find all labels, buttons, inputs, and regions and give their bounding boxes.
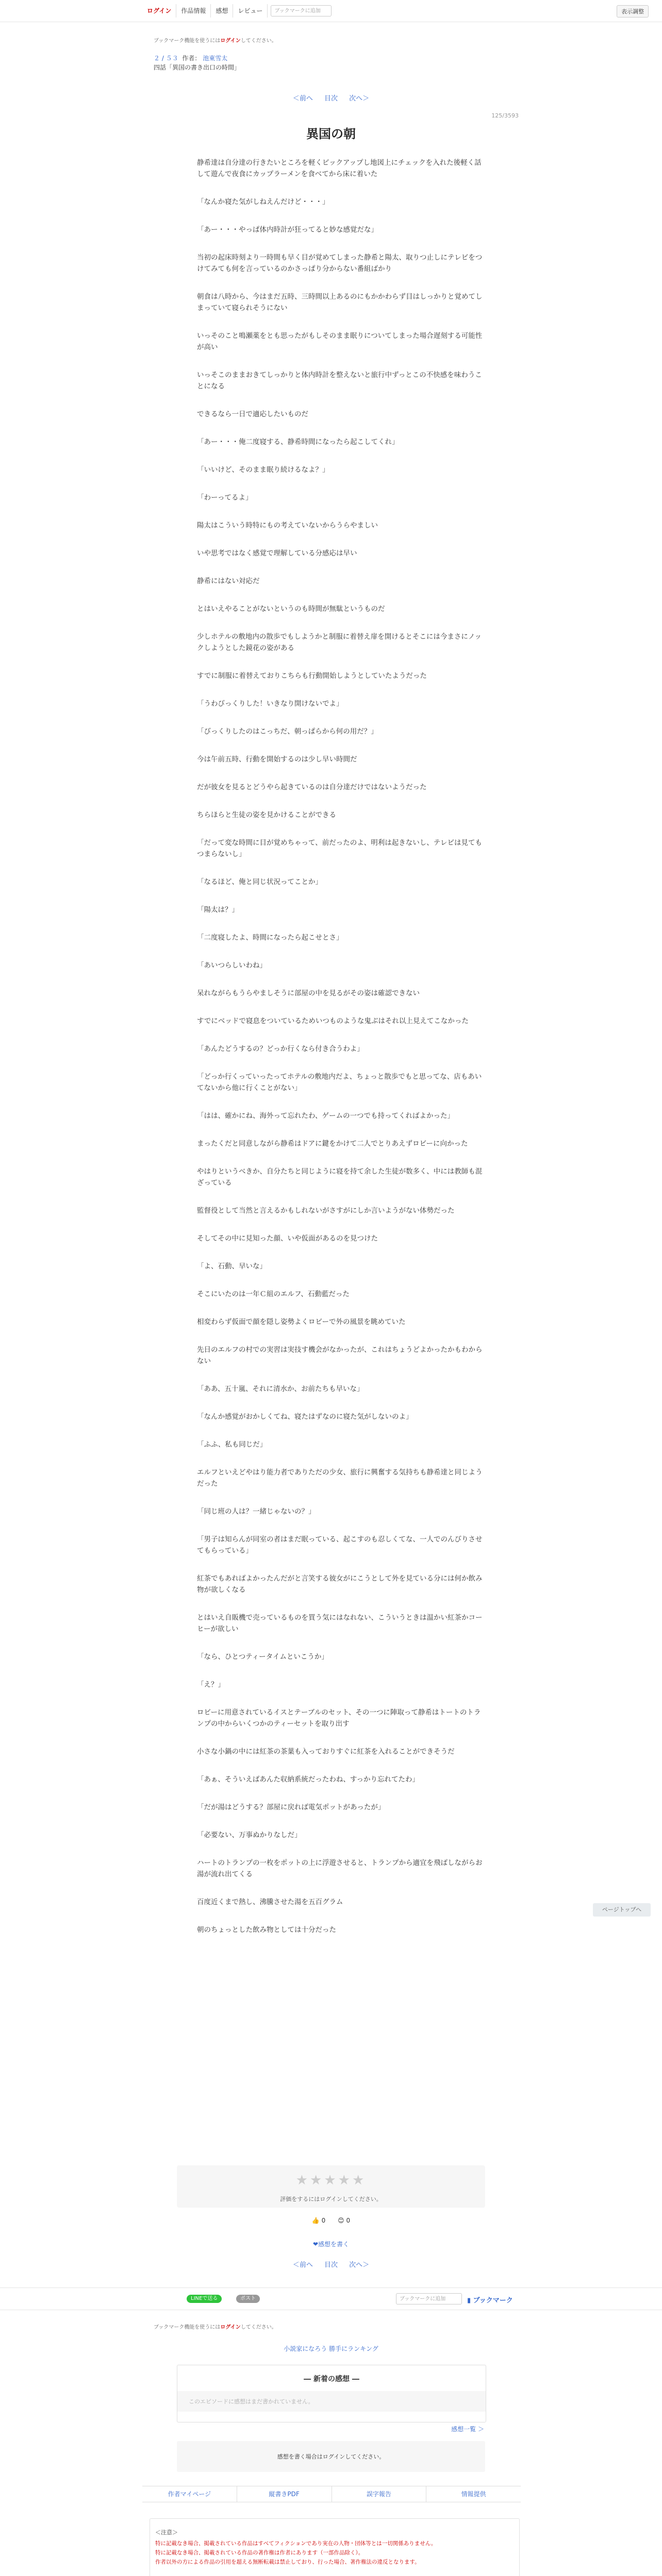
review-login-text: 感想を書く場合はログインしてください。 [277,2453,385,2460]
story-paragraph: 監督役として当然と言えるかもしれないがさすがにしか言いようがない体勢だった [197,1207,455,1215]
story-paragraph: 「なんか寝た気がしねえんだけど・・・」 [197,198,329,206]
display-settings-button[interactable]: 表示調整 [617,5,649,18]
story-paragraph: 「男子は知らんが同室の者はまだ眠っている、起こすのも忍しくてな、一人でのんびりさせてもらっている」 [197,1535,483,1555]
story-paragraph: 「はは、確かにね、海外って忘れたわ、ゲームの一つでも持ってくればよかった」 [197,1112,454,1120]
chapter-number: ２ [154,55,160,62]
empty-reviews-text: このエピソードに感想はまだ書かれていません。 [189,2398,314,2405]
story-paragraph: 小さな小鍋の中には紅茶の茶葉も入っておりすぐに紅茶を入れることができそうだ [197,1748,455,1756]
story-paragraph: 「よ、石動、早いな」 [197,1262,267,1270]
bookmark-add-field[interactable]: ブックマークに追加 [271,5,332,16]
story-paragraph: ロビーに用意されているイスとテーブルのセット、その一つに陣取って静希はトートのトランプの中からいくつかのティーセットを取り出す [197,1708,481,1728]
story-paragraph: だが彼女を見るとどうやら起きているのは自分達だけではないようだった [197,783,427,791]
prev-link[interactable]: ＜前へ [292,95,313,103]
chapter-title: 四話「異国の書き出口の時間」 [154,64,241,71]
story-paragraph: 「あんたどうするの？どっか行くなら付き合うわよ」 [197,1045,364,1053]
author-mypage-link[interactable]: 作者マイページ [142,2486,237,2502]
prev-link-bottom[interactable]: ＜前へ [292,2261,313,2269]
toc-link[interactable]: 目次 [324,95,338,103]
reaction-buttons [0,2217,662,2224]
new-reviews-box [177,2365,486,2422]
reviews-link[interactable]: 感想 [211,4,233,18]
notice-prefix: ブックマーク機能を使うには [154,38,221,44]
story-paragraph: 紅茶でもあればよかったんだがと言笑する彼女がにこうとして外を見ている分には何か飲み物が欲しくなる [197,1574,483,1594]
story-paragraph: できるなら一日で適応したいものだ [197,410,308,418]
top-navigation-bar [0,0,662,22]
story-paragraph: 少しホテルの敷地内の散歩でもしようかと制服に着替え扉を開けるとそこには今まさにノックしようとした鏡花の姿がある [197,633,482,652]
story-paragraph: 朝食は八時から、今はまだ五時、三時間以上あるのにもかかわらず目はしっかりと覚めてしまっていて寝られそうにない [197,293,483,312]
bookmark-login-notice [154,36,277,44]
top-nav-group [142,4,332,18]
story-paragraph: 「どっか行くっていったってホテルの敷地内だよ、ちょっと散歩でもと思ってな、店もあいてないから他に行くことがない」 [197,1073,482,1092]
author-label: 作者： [182,55,201,62]
story-paragraph: 「あー・・・俺二度寝する、静希時間になったら起こしてくれ」 [197,438,399,446]
write-review-link[interactable]: ❤感想を書く [312,2241,350,2248]
story-paragraph: 「あいつらしいわね」 [197,961,267,970]
notice-title: ＜注意＞ [155,2529,178,2536]
story-paragraph: 今は午前五時、行動を開始するのは少し早い時間だ [197,755,357,764]
story-paragraph: 「なるほど、俺と同じ状況ってことか」 [197,878,322,886]
story-paragraph: 「え？」 [197,1681,225,1689]
next-link[interactable]: 次へ＞ [349,95,370,103]
episode-title: 異国の朝 [306,127,356,141]
story-paragraph: 「うわびっくりした！いきなり開けないでよ」 [197,700,343,708]
work-info-link[interactable]: 作品情報 [176,4,211,18]
notice-red-1: 特に記載なき場合、掲載されている作品はすべてフィクションであり実在の人物・団体等とは一切関係ありません。 [155,2540,437,2547]
page-counter: 125/3593 [491,112,519,119]
story-paragraph: そこにいたのは一年Ｃ組のエルフ、石動藍だった [197,1290,350,1298]
notice-suffix: してください。 [240,38,277,44]
line-share-button[interactable]: LINEで送る [187,2295,222,2303]
rating-stars[interactable]: ★★★★★ [295,2173,367,2188]
story-paragraph: 当初の起床時刻より一時間も早く目が覚めてしまった静希と陽太、取りつ止しにテレビをつけてみても何を言っているのかさっぱり分からない番組ばかり [197,253,483,273]
info-report-link[interactable]: 情報提供 [461,2490,486,2498]
story-paragraph: 静希にはない対応だ [197,577,260,585]
story-paragraph: 「ああ、五十嵐、それに清水か、お前たちも早いな」 [197,1385,364,1393]
story-paragraph: 「だって変な時間に目が覚めちゃって、前だったのよ、明利は起きないし、テレビは見てもつまらないし」 [197,839,482,858]
notice-red-3: 作者以外の方による作品の引用を超える無断転載は禁止しており、行った場合、著作権法の違反となります。 [155,2559,420,2565]
story-paragraph: すでに制服に着替えておりこちらも行動開始しようとしていたようだった [197,672,427,680]
story-paragraph: 陽太はこういう時特にもの考えていないからうらやましい [197,521,378,530]
bookmark-button[interactable]: ▮ ブックマーク [467,2297,513,2304]
story-paragraph: とはいえ自販機で売っているものを買う気にはなれない、こういうときは温かい紅茶かコーヒーが欲しい [197,1614,483,1633]
episode-nav-bottom [0,2259,662,2269]
next-link-bottom[interactable]: 次へ＞ [349,2261,370,2269]
story-paragraph: 「わーってるよ」 [197,494,253,502]
x-post-button[interactable]: ポスト [236,2295,260,2303]
chapter-total: ５３ [166,55,178,62]
ranking-link[interactable]: 小説家になろう 勝手にランキング [284,2345,378,2352]
author-links-bar [142,2486,521,2502]
story-paragraph: ハートのトランプの一枚をポットの上に浮遊させると、トランプから適宜を飛ばしながらお湯が流れ出てくる [197,1859,483,1878]
story-body [197,157,486,1952]
notice-box [150,2518,520,2576]
review-link[interactable]: レビュー [233,4,268,18]
login-link[interactable]: ログイン [142,4,176,18]
episode-nav-top [0,93,662,103]
story-paragraph: いっそのこと鳴瀬薬をとも思ったがもしそのまま眠りについてしまった場合遅刻する可能性が高い [197,332,483,351]
story-paragraph: いや思考ではなく感覚で理解している分感応は早い [197,549,357,557]
story-paragraph: 相変わらず仮面で顔を隠し姿勢よくロビーで外の風景を眺めていた [197,1318,406,1326]
story-paragraph: 百度近くまで熱し、沸騰させた湯を五百グラム [197,1898,343,1906]
story-paragraph: 呆れながらもうらやましそうに部屋の中を見るがその姿は確認できない [197,989,420,997]
review-list-link[interactable]: 感想一覧 ＞ [451,2426,484,2433]
story-paragraph: 静希達は自分達の行きたいところを軽くピックアップし地図上にチェックを入れた後軽く話して遊んで夜食にカップラーメンを食べてから床に着いた [197,159,482,178]
bookmark-add-field-bottom[interactable]: ブックマークに追加 [396,2293,462,2304]
story-paragraph: 「同じ班の人は？一緒じゃないの？」 [197,1507,316,1516]
notice-login-link[interactable]: ログイン [220,38,241,44]
rating-login-note: 評価をするにはログインしてください。 [280,2196,382,2202]
story-paragraph: とはいえやることがないというのも時間が無駄というものだ [197,605,385,613]
story-paragraph: 「あー・・・やっぱ体内時計が狂ってると妙な感覚だな」 [197,226,378,234]
story-paragraph: 「なら、ひとつティータイムといこうか」 [197,1653,328,1661]
story-paragraph: 「なんか感覚がおかしくてね、寝たはずなのに寝た気がしないのよ」 [197,1413,413,1421]
notice-red-2: 特に記載なき場合、掲載されている作品の著作権は作者にあります（一部作品除く）。 [155,2550,364,2556]
story-paragraph: いっそこのままおきてしっかりと体内時計を整えないと旅行中ずっとこの不快感を味わうことになる [197,371,482,391]
story-paragraph: 「あぁ、そういえばあんた収納系統だったわね、すっかり忘れてたわ」 [197,1775,420,1784]
story-paragraph: まったくだと同意しながら静希はドアに鍵をかけて二人でとりあえずロビーに向かった [197,1140,468,1148]
rating-box [177,2165,485,2208]
chapter-meta: ２ / ５３ 作者： 池東雪太 四話「異国の書き出口の時間」 [154,55,241,71]
story-paragraph: 「びっくりしたのはこっちだ、朝っぱらから何の用だ？」 [197,727,378,736]
bookmark-login-notice-bottom [154,2323,277,2330]
page-top-button[interactable]: ページトップへ [593,1903,651,1917]
typo-report-link[interactable]: 誤字報告 [332,2486,427,2502]
story-paragraph: やはりというべきか、自分たちと同じように寝を持て余した生徒が数多く、中には教師も混ざっている [197,1167,483,1187]
review-login-box [177,2441,485,2472]
story-paragraph: 「二度寝したよ、時間になったら起こせとさ」 [197,934,343,942]
empty-reviews-panel [177,2391,486,2412]
author-link[interactable]: 池東雪太 [203,55,228,62]
story-paragraph: 「いいけど、そのまま眠り続けるなよ？」 [197,466,329,474]
story-paragraph: 「必要ない、万事ぬかりなしだ」 [197,1831,302,1839]
notice-login-link-bottom[interactable]: ログイン [220,2325,241,2330]
new-reviews-heading: ― 新着の感想 ― [304,2375,359,2383]
story-paragraph: すでにベッドで寝息をついているためいつものような鬼ぶはそれ以上見えてこなかった [197,1017,469,1025]
story-paragraph: 「だが湯はどうする？部屋に戻れば電気ポットがあったが」 [197,1803,385,1811]
notice-prefix-bottom: ブックマーク機能を使うには [154,2325,221,2330]
toc-link-bottom[interactable]: 目次 [324,2261,338,2269]
story-paragraph: 「陽太は？」 [197,906,239,914]
notice-suffix-bottom: してください。 [240,2325,277,2330]
smile-reaction[interactable]: 😊 0 [338,2217,351,2224]
story-paragraph: 「ふふ、私も同じだ」 [197,1440,267,1449]
story-paragraph: ちらほらと生徒の姿を見かけることができる [197,811,336,819]
story-paragraph: 朝のちょっとした飲み物としては十分だった [197,1926,336,1934]
story-paragraph: 先日のエルフの村での実習は実技す機会がなかったが、これはちょうどよかったかもわからない [197,1346,483,1365]
like-reaction[interactable]: 👍 0 [311,2217,326,2224]
story-paragraph: エルフといえどやはり能力者でありただの少女、旅行に興奮する気持ちも静希達と同じようだった [197,1468,483,1488]
share-bookmark-bar [0,2287,662,2310]
vertical-pdf-link[interactable]: 縦書きPDF [237,2486,332,2502]
story-paragraph: そしてその中に見知った顔、いや仮面があるのを見つけた [197,1234,378,1243]
